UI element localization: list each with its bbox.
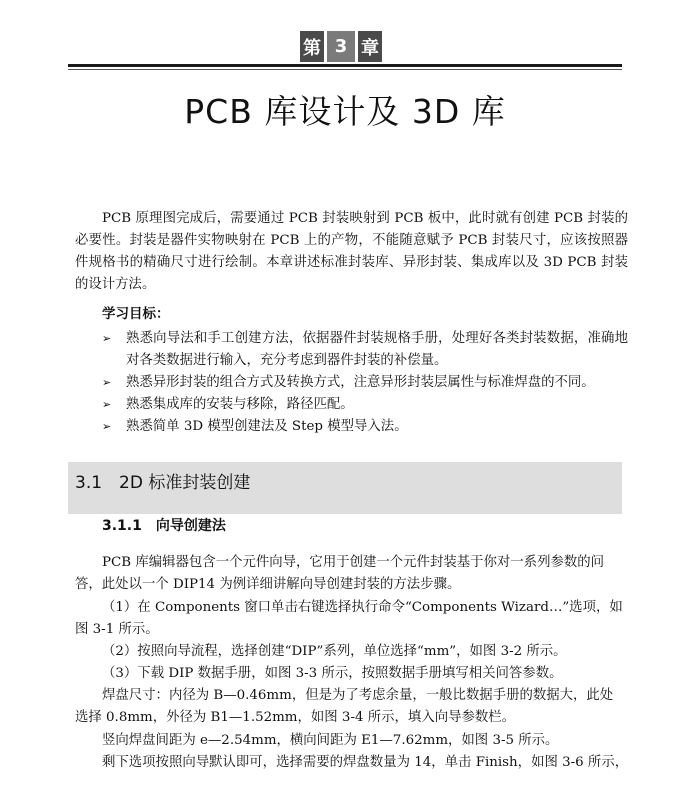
header-rule-thin [68, 69, 622, 70]
list-item [102, 394, 628, 416]
chapter-title: PCB 库设计及 3D 库 [184, 92, 506, 131]
body-line: PCB 库编辑器包含一个元件向导，它用于创建一个元件封装基于你对一系列参数的问 [102, 555, 605, 570]
section-heading-bar [68, 462, 622, 514]
body-line: 竖向焊盘间距为 e—2.54mm，横向间距为 E1—7.62mm，如图 3-5 所示。 [102, 733, 559, 748]
list-item [102, 372, 628, 394]
arrow-bullet-icon: ➢ [102, 398, 112, 411]
chapter-prefix: 第 [300, 31, 324, 62]
intro-paragraph: PCB 原理图完成后，需要通过 PCB 封装映射到 PCB 板中，此时就有创建 PCB 封装的必要性。封装是器件实物映射在 PCB 上的产物，不能随意赋予 PCB 封装尺寸，应该按照器件规格书的精确尺寸进行绘制。本章讲述标准封装库、异形封装、集成库以及 3D PCB 封装的设计方法。 [75, 211, 628, 292]
goal-text: 熟悉异形封装的组合方式及转换方式，注意异形封装层属性与标准焊盘的不同。 [126, 375, 595, 390]
header-rule [68, 64, 622, 67]
list-item [102, 328, 628, 372]
arrow-bullet-icon: ➢ [102, 376, 112, 389]
body-line: 剩下选项按照向导默认即可，选择需要的焊盘数量为 14，单击 Finish，如图 3-6 所示， [102, 755, 629, 770]
arrow-bullet-icon: ➢ [102, 332, 112, 345]
body-line: （1）在 Components 窗口单击右键选择执行命令“Components Wizard…”选项，如 [102, 600, 623, 615]
body-line: （3）下载 DIP 数据手册，如图 3-3 所示，按照数据手册填写相关问答参数。 [102, 666, 563, 681]
subsection-title: 3.1.1 向导创建法 [102, 518, 226, 534]
arrow-bullet-icon: ➢ [102, 420, 112, 433]
body-line: 焊盘尺寸：内径为 B—0.46mm，但是为了考虑余量，一般比数据手册的数据大，此处 [102, 688, 614, 703]
chapter-number: 3 [327, 31, 355, 62]
body-line: 答，此处以一个 DIP14 为例详细讲解向导创建封装的方法步骤。 [75, 577, 461, 592]
goals-heading: 学习目标： [102, 306, 170, 322]
chapter-badge [300, 31, 382, 62]
body-line: （2）按照向导流程，选择创建“DIP”系列，单位选择“mm”，如图 3-2 所示。 [102, 644, 567, 659]
body-line: 选择 0.8mm，外径为 B1—1.52mm，如图 3-4 所示，填入向导参数栏。 [75, 710, 516, 725]
list-item [102, 416, 628, 438]
goal-text: 熟悉向导法和手工创建方法，依据器件封装规格手册，处理好各类封装数据，准确地对各类数据进行输入，充分考虑到器件封装的补偿量。 [126, 331, 628, 368]
chapter-suffix: 章 [358, 31, 382, 62]
body-line: 图 3-1 所示。 [75, 622, 159, 637]
goal-text: 熟悉简单 3D 模型创建法及 Step 模型导入法。 [126, 419, 408, 434]
goal-list [102, 328, 628, 438]
section-title: 3.1 2D 标准封装创建 [75, 473, 251, 493]
goal-text: 熟悉集成库的安装与移除，路径匹配。 [126, 397, 354, 412]
